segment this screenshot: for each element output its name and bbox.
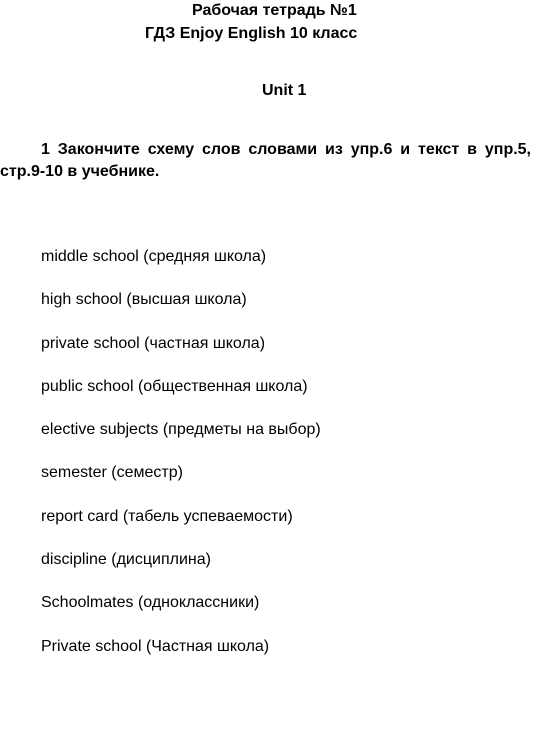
word-item-high-school: high school (высшая школа) bbox=[41, 291, 247, 309]
unit-heading: Unit 1 bbox=[262, 82, 307, 99]
task-instruction: 1 Закончите схему слов словами из упр.6 и текст в упр.5, стр.9-10 в учебнике. bbox=[0, 141, 531, 180]
book-title: ГДЗ Enjoy English 10 класс bbox=[145, 25, 358, 42]
word-item-private-school: private school (частная школа) bbox=[41, 334, 266, 352]
word-list bbox=[41, 247, 321, 680]
word-item-private-school-2: Private school (Частная школа) bbox=[41, 637, 270, 655]
word-item-semester: semester (семестр) bbox=[41, 464, 183, 482]
workbook-title: Рабочая тетрадь №1 bbox=[192, 2, 357, 19]
word-item-report-card: report card (табель успеваемости) bbox=[41, 507, 293, 525]
word-item-public-school: public school (общественная школа) bbox=[41, 377, 308, 395]
word-item-elective-subjects: elective subjects (предметы на выбор) bbox=[41, 421, 321, 439]
word-item-middle-school: middle school (средняя школа) bbox=[41, 248, 267, 265]
word-item-schoolmates: Schoolmates (одноклассники) bbox=[41, 594, 260, 612]
word-item-discipline: discipline (дисциплина) bbox=[41, 551, 211, 569]
